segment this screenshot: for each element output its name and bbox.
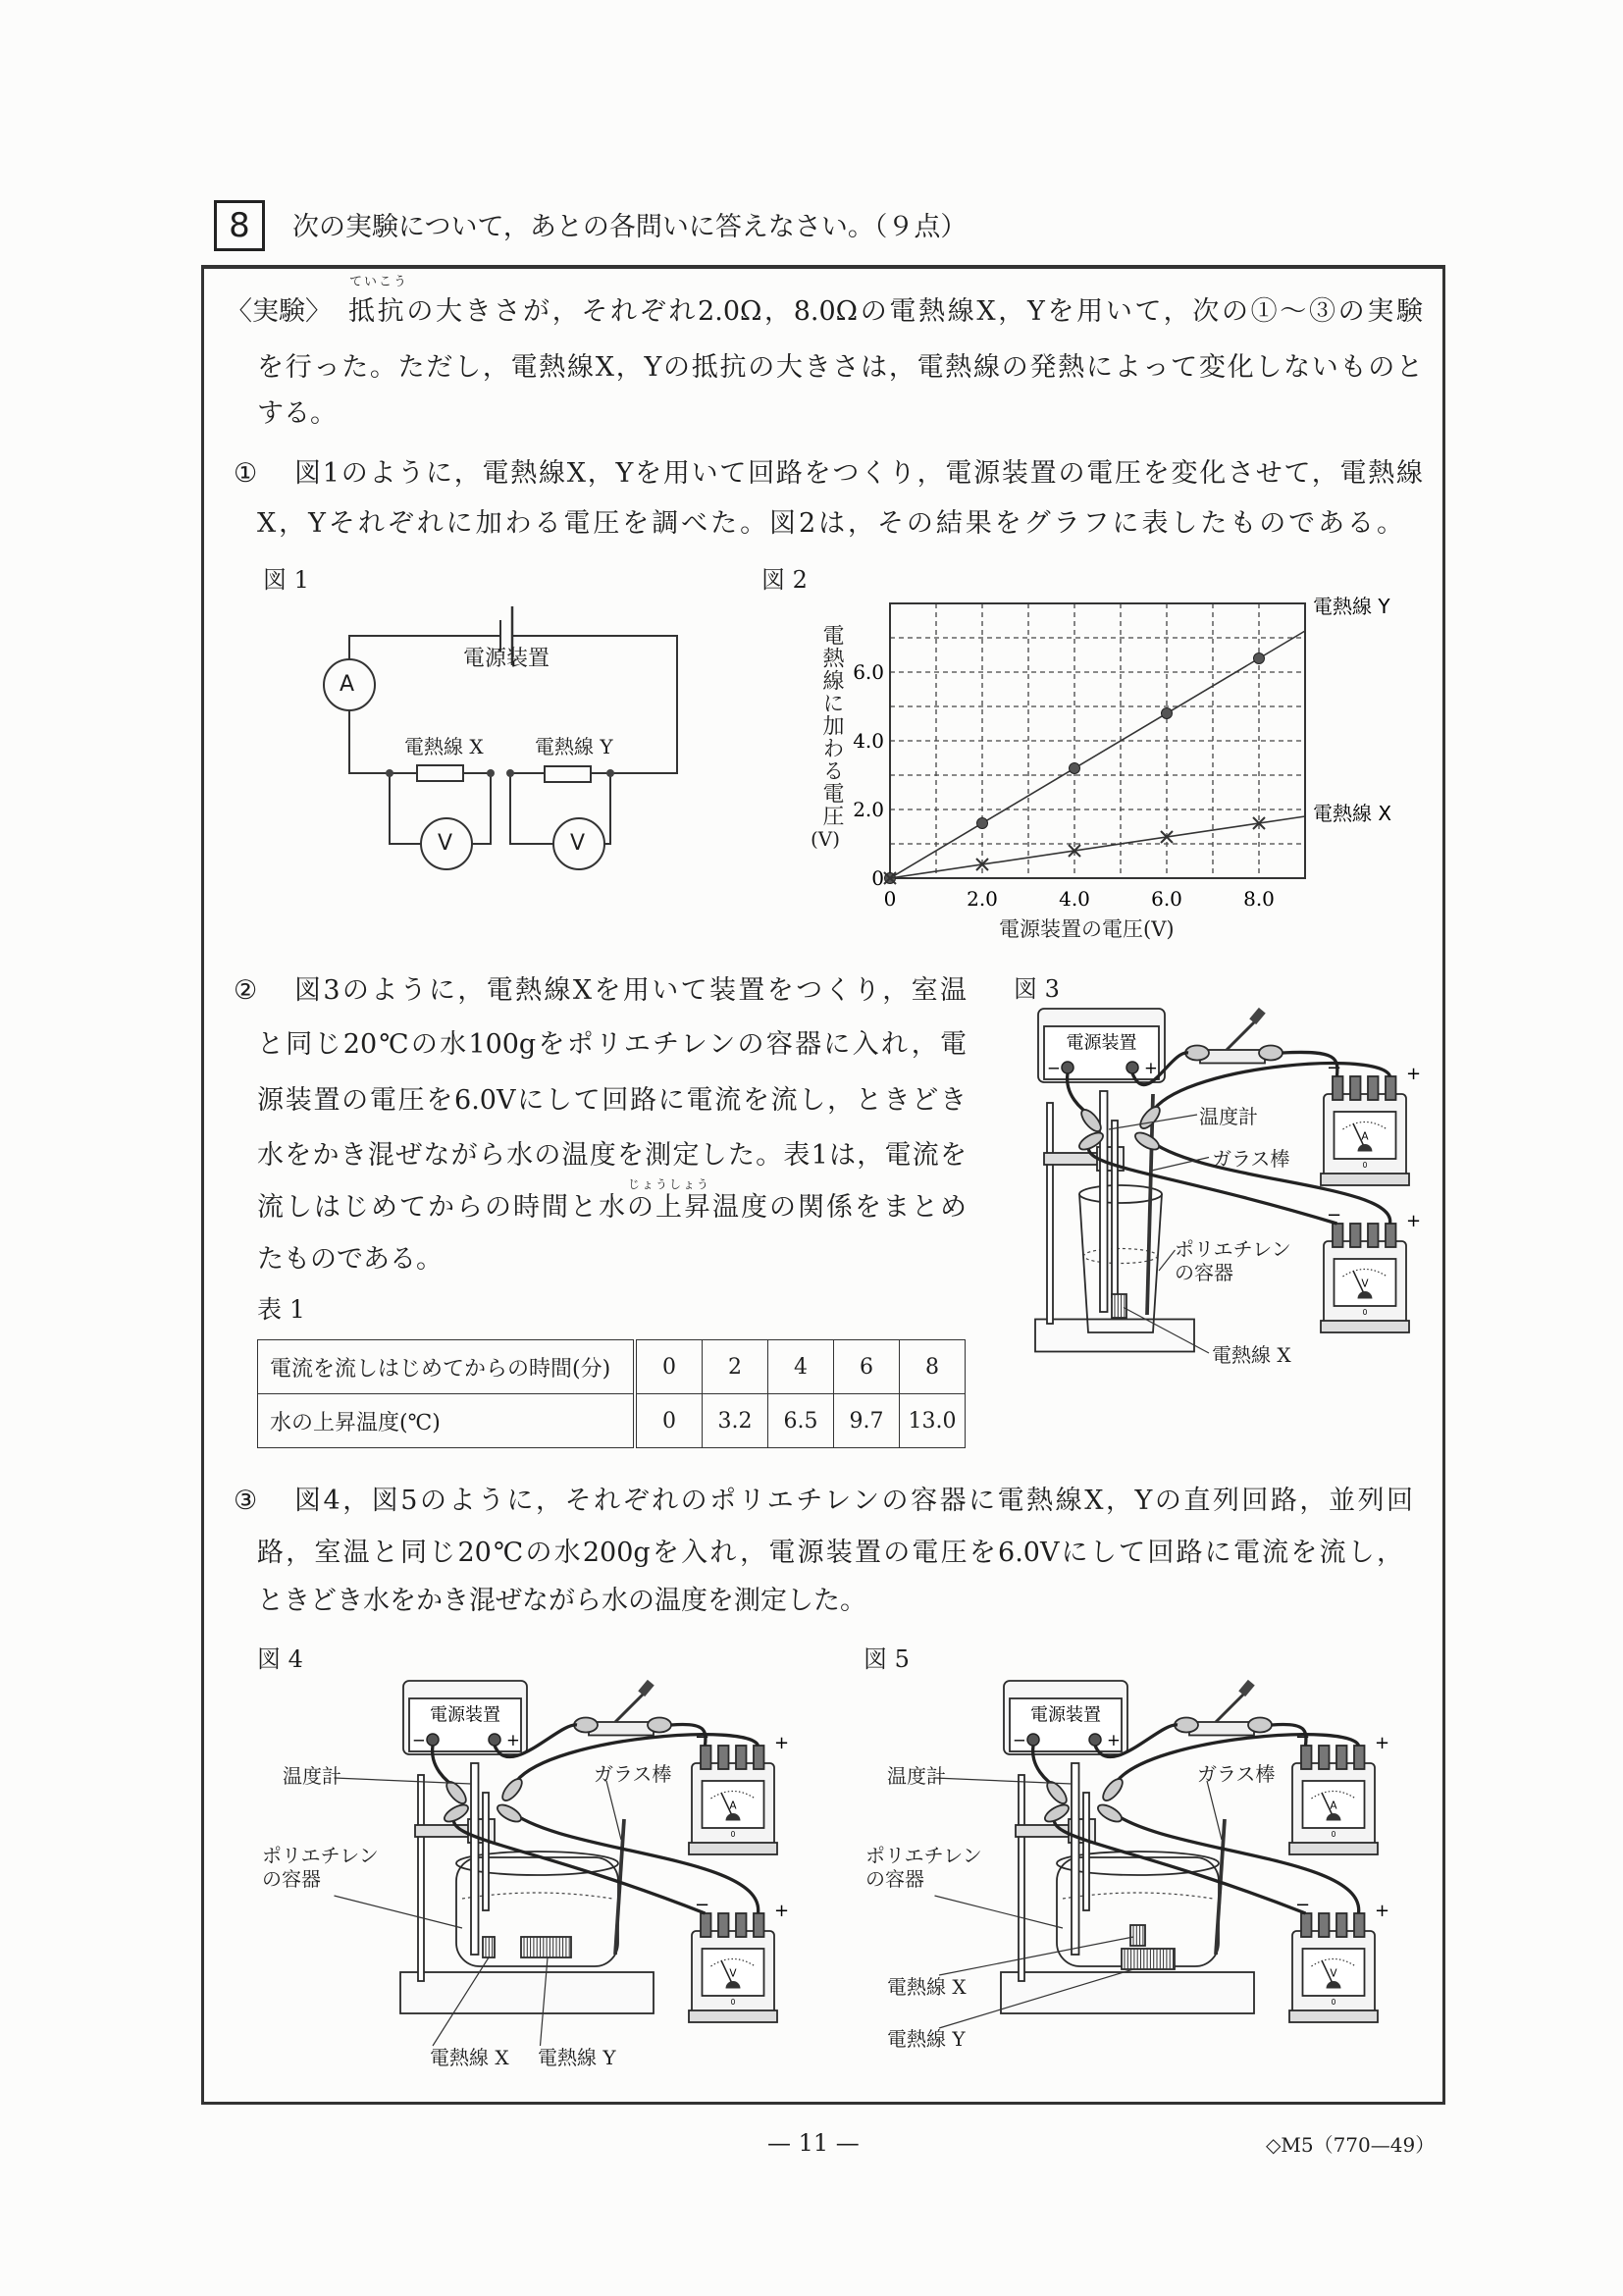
fig1-voltmeter-y-letter: V: [570, 831, 586, 856]
stand-base: [1001, 1972, 1254, 2013]
heating-wire-y: [521, 1937, 571, 1957]
data-point-circle: [1162, 708, 1173, 719]
power-terminal-plus: [489, 1734, 500, 1746]
meter-minus-sign: −: [695, 1727, 710, 1748]
power-supply-label: 電源装置: [1066, 1032, 1137, 1054]
leader-line: [606, 1781, 621, 1840]
ammeter: [1321, 1058, 1421, 1185]
glass-rod: [615, 1819, 624, 1955]
electrode-rod: [483, 1793, 489, 1910]
heating-wire-y: [1122, 1949, 1175, 1969]
step2-marker: ②: [234, 975, 258, 1006]
fig1-wire-x-label: 電熱線 X: [404, 735, 484, 758]
fig3-container-label-2: の容器: [1175, 1261, 1233, 1284]
meter-base: [1321, 1321, 1409, 1332]
leader-line: [1207, 1781, 1222, 1840]
meter-letter: A: [1361, 1130, 1369, 1143]
table-cell: 4: [768, 1340, 834, 1394]
meter-base: [1321, 1174, 1409, 1185]
series-line: [890, 631, 1305, 878]
fig1-power-label: 電源装置: [463, 647, 550, 671]
switch-clip: [574, 1718, 598, 1733]
table-cell: 2: [703, 1340, 768, 1394]
page-number: — 11 —: [767, 2129, 860, 2157]
electrode-rod: [1112, 1121, 1118, 1297]
meter-terminal: [736, 1913, 747, 1937]
power-plus-sign: +: [506, 1731, 520, 1749]
alligator-clip: [442, 1801, 470, 1825]
meter-letter: A: [1330, 1800, 1337, 1812]
ammeter: [1289, 1727, 1389, 1854]
power-terminal-plus: [1126, 1062, 1138, 1073]
meter-terminal: [718, 1746, 729, 1769]
ammeter: [689, 1727, 789, 1854]
step2-line-1: 図3のように，電熱線Xを用いて装置をつくり，室温: [294, 975, 967, 1006]
stand-rod: [1019, 1775, 1024, 1981]
fig5-title: 図 5: [864, 1645, 910, 1673]
x-tick-label: 0: [883, 887, 897, 911]
fig3-glass-rod-label: ガラス棒: [1212, 1147, 1290, 1171]
switch-base: [1200, 1050, 1265, 1064]
meter-letter: V: [729, 1967, 737, 1980]
legend-label: 電熱線 X: [1313, 802, 1392, 825]
step3-line-2: 路，室温と同じ20℃の水200gを入れ，電源装置の電圧を6.0Vにして回路に電流を流し，: [257, 1538, 1403, 1568]
fig5-wire-y-label: 電熱線 Y: [887, 2027, 966, 2051]
chart-yunit: (V): [811, 827, 841, 851]
experiment-line-1: 抵抗の大きさが，それぞれ2.0Ω，8.0Ωの電熱線X，Yを用いて，次の①～③の実験: [348, 296, 1423, 327]
fig3-container-label-1: ポリエチレン: [1175, 1237, 1291, 1261]
meter-terminal: [718, 1913, 729, 1937]
table1: [257, 1339, 966, 1448]
meter-letter: A: [729, 1800, 737, 1812]
table-cell: 0: [635, 1340, 703, 1394]
table-cell: 0: [635, 1394, 703, 1448]
meter-minus-sign: −: [1327, 1058, 1342, 1078]
meter-terminal: [1319, 1913, 1330, 1937]
meter-terminal: [1368, 1224, 1379, 1247]
meter-terminal: [1301, 1746, 1312, 1769]
fig5-apparatus: [1001, 1678, 1390, 2031]
meter-zero: 0: [730, 1830, 736, 1839]
meter-base: [689, 2010, 777, 2022]
switch-clip: [1175, 1718, 1198, 1733]
switch-clip: [1248, 1718, 1272, 1733]
alligator-clip: [495, 1801, 523, 1825]
switch-lever: [1216, 1693, 1245, 1722]
x-tick-label: 2.0: [967, 887, 998, 911]
table-row-header: 水の上昇温度(℃): [258, 1394, 636, 1448]
switch-clip: [1185, 1046, 1209, 1061]
y-tick-label: 6.0: [853, 660, 884, 684]
switch-base: [1189, 1722, 1254, 1736]
meter-plus-sign: +: [1375, 1733, 1390, 1753]
meter-letter: V: [1330, 1967, 1337, 1980]
exam-code: ◇M5（770—49）: [1266, 2133, 1436, 2157]
switch-grip: [1249, 1008, 1266, 1024]
electrode-rod: [1083, 1793, 1089, 1910]
ruby-joushou: じょうしょう: [628, 1177, 711, 1191]
power-minus-sign: −: [1013, 1731, 1026, 1749]
table-cell: 9.7: [834, 1394, 900, 1448]
stand-rod: [418, 1775, 424, 1981]
table-cell: 6.5: [768, 1394, 834, 1448]
fig3-wire-x-label: 電熱線 X: [1212, 1343, 1291, 1367]
x-tick-label: 4.0: [1059, 887, 1090, 911]
step1-line-2: X，Yそれぞれに加わる電圧を調べた。図2は，その結果をグラフに表したものである。: [257, 508, 1403, 539]
meter-minus-sign: −: [695, 1895, 710, 1915]
step3-line-3: ときどき水をかき混ぜながら水の温度を測定した。: [257, 1586, 866, 1616]
question-instruction: 次の実験について，あとの各問いに答えなさい。（９点）: [292, 212, 968, 242]
meter-base: [1289, 1843, 1378, 1854]
fig4-thermometer-label: 温度計: [283, 1764, 341, 1788]
meter-terminal: [1333, 1224, 1343, 1247]
meter-terminal: [736, 1746, 747, 1769]
meter-zero: 0: [1331, 1830, 1336, 1839]
fig5-container-label-1: ポリエチレン: [865, 1844, 982, 1867]
power-terminal-plus: [1089, 1734, 1101, 1746]
alligator-clip: [1042, 1801, 1071, 1825]
meter-plus-sign: +: [774, 1901, 790, 1921]
fig2-chart: [0, 0, 1623, 981]
step3-line-1: 図4，図5のように，それぞれのポリエチレンの容器に電熱線X，Yの直列回路，並列回: [294, 1486, 1413, 1516]
data-point-circle: [1070, 763, 1080, 774]
meter-terminal: [1386, 1224, 1396, 1247]
series-line: [890, 816, 1305, 878]
alligator-clip: [1132, 1129, 1161, 1153]
meter-terminal: [1301, 1913, 1312, 1937]
table-cell: 13.0: [900, 1394, 966, 1448]
legend-label: 電熱線 Y: [1313, 595, 1390, 618]
meter-terminal: [1386, 1076, 1396, 1100]
y-tick-label: 0: [871, 866, 884, 890]
fig1-wire-y-label: 電熱線 Y: [535, 735, 613, 758]
alligator-clip: [1100, 1776, 1126, 1803]
leader-line: [1159, 1250, 1176, 1271]
meter-letter: V: [1361, 1278, 1369, 1290]
step2-line-3: 源装置の電圧を6.0Vにして回路に電流を流し，ときどき: [257, 1085, 967, 1116]
fig5-glass-rod-label: ガラス棒: [1197, 1762, 1276, 1786]
meter-plus-sign: +: [1406, 1064, 1422, 1084]
meter-terminal: [1319, 1746, 1330, 1769]
switch-lever: [615, 1693, 645, 1722]
table-row: [258, 1394, 966, 1448]
meter-plus-sign: +: [1406, 1211, 1422, 1231]
heating-wire-body: [521, 1937, 571, 1957]
meter-base: [689, 1843, 777, 1854]
meter-minus-sign: −: [1295, 1727, 1311, 1748]
ruby-teikou: ていこう: [349, 275, 409, 289]
fig4-wire-y-label: 電熱線 Y: [538, 2046, 616, 2069]
alligator-clip: [1095, 1801, 1124, 1825]
fig5-thermometer-label: 温度計: [887, 1764, 946, 1788]
table-row-header: 電流を流しはじめてからの時間(分): [258, 1340, 636, 1394]
switch-grip: [638, 1680, 654, 1696]
meter-zero: 0: [730, 1998, 736, 2007]
fig3-apparatus: [1035, 1006, 1422, 1359]
meter-terminal: [1350, 1224, 1361, 1247]
meter-base: [1289, 2010, 1378, 2022]
fig4-title: 図 4: [257, 1645, 303, 1673]
power-supply-label: 電源装置: [430, 1704, 500, 1726]
experiment-line-2: を行った。ただし，電熱線X，Yの抵抗の大きさは，電熱線の発熱によって変化しないものと: [257, 352, 1423, 383]
power-supply-label: 電源装置: [1030, 1704, 1101, 1726]
meter-terminal: [754, 1746, 764, 1769]
switch-clip: [648, 1718, 671, 1733]
step1-marker: ①: [234, 458, 258, 489]
fig4-container-label-2: の容器: [262, 1867, 321, 1891]
meter-terminal: [754, 1913, 764, 1937]
meter-zero: 0: [1362, 1308, 1368, 1317]
meter-plus-sign: +: [1375, 1901, 1390, 1921]
switch-grip: [1238, 1680, 1255, 1696]
x-tick-label: 8.0: [1243, 887, 1275, 911]
meter-terminal: [701, 1913, 711, 1937]
question-number: 8: [214, 200, 265, 251]
stand-base: [1035, 1320, 1194, 1352]
meter-minus-sign: −: [1295, 1895, 1311, 1915]
step1-line-1: 図1のように，電熱線X，Yを用いて回路をつくり，電源装置の電圧を変化させて，電熱線: [294, 458, 1423, 489]
glass-rod: [1216, 1819, 1225, 1955]
power-plus-sign: +: [1107, 1731, 1121, 1749]
stand-base: [400, 1972, 654, 2013]
fig4-container-label-1: ポリエチレン: [262, 1844, 379, 1867]
fig5-container-label-2: の容器: [865, 1867, 924, 1891]
power-minus-sign: −: [412, 1731, 426, 1749]
x-tick-label: 6.0: [1151, 887, 1182, 911]
fig3-title: 図 3: [1014, 975, 1060, 1003]
step2-line-6: たものである。: [257, 1244, 443, 1275]
power-terminal-minus: [427, 1734, 439, 1746]
meter-plus-sign: +: [774, 1733, 790, 1753]
alligator-clip: [1137, 1104, 1164, 1131]
meter-terminal: [1333, 1076, 1343, 1100]
data-point-circle: [977, 818, 988, 829]
meter-terminal: [1354, 1913, 1365, 1937]
meter-terminal: [1354, 1746, 1365, 1769]
power-minus-sign: −: [1047, 1059, 1061, 1077]
thermometer: [1100, 1091, 1108, 1312]
step2-line-4: 水をかき混ぜながら水の温度を測定した。表1は，電流を: [257, 1140, 967, 1171]
meter-terminal: [1368, 1076, 1379, 1100]
chart-xlabel: 電源装置の電圧(V): [999, 917, 1175, 941]
y-tick-label: 4.0: [853, 729, 884, 753]
y-tick-label: 2.0: [853, 798, 884, 821]
power-terminal-minus: [1062, 1062, 1073, 1073]
fig1-title: 図 1: [263, 566, 309, 594]
table-cell: 8: [900, 1340, 966, 1394]
switch-lever: [1227, 1020, 1256, 1050]
experiment-line-3: する。: [257, 398, 337, 429]
switch-clip: [1259, 1046, 1283, 1061]
table-cell: 6: [834, 1340, 900, 1394]
step2-line-2: と同じ20℃の水100gをポリエチレンの容器に入れ，電: [257, 1029, 967, 1060]
heating-wire-x: [1112, 1294, 1126, 1318]
meter-terminal: [1350, 1076, 1361, 1100]
fig2-title: 図 2: [761, 566, 808, 594]
power-plus-sign: +: [1144, 1059, 1158, 1077]
experiment-tag: 〈実験〉: [226, 296, 332, 327]
meter-terminal: [1336, 1913, 1347, 1937]
data-point-circle: [1254, 653, 1265, 664]
table-row: [258, 1340, 966, 1394]
fig4-wire-x-label: 電熱線 X: [430, 2046, 509, 2069]
stand-rod: [1047, 1103, 1053, 1324]
meter-zero: 0: [1331, 1998, 1336, 2007]
water-surface: [1084, 1249, 1158, 1264]
thermometer: [471, 1763, 479, 1955]
table1-title: 表 1: [257, 1295, 305, 1324]
switch-base: [589, 1722, 654, 1736]
meter-terminal: [701, 1746, 711, 1769]
step2-line-5: 流しはじめてからの時間と水の上昇温度の関係をまとめ: [257, 1192, 967, 1223]
meter-terminal: [1336, 1746, 1347, 1769]
fig1-ammeter-letter: A: [340, 672, 355, 697]
table-cell: 3.2: [703, 1394, 768, 1448]
alligator-clip: [499, 1776, 526, 1803]
heating-wire-x: [483, 1937, 495, 1957]
fig4-apparatus: [400, 1678, 790, 2031]
fig4-glass-rod-label: ガラス棒: [594, 1762, 672, 1786]
step3-marker: ③: [234, 1486, 258, 1516]
power-terminal-minus: [1027, 1734, 1039, 1746]
fig1-voltmeter-x-letter: V: [438, 831, 453, 856]
chart-ylabel: 電熱線に加わる電圧: [819, 624, 844, 827]
meter-minus-sign: −: [1327, 1205, 1342, 1226]
meter-zero: 0: [1362, 1161, 1368, 1170]
fig3-thermometer-label: 温度計: [1199, 1105, 1258, 1128]
fig5-wire-x-label: 電熱線 X: [887, 1975, 967, 1999]
thermometer: [1072, 1763, 1079, 1955]
heating-wire-x: [1130, 1925, 1145, 1946]
